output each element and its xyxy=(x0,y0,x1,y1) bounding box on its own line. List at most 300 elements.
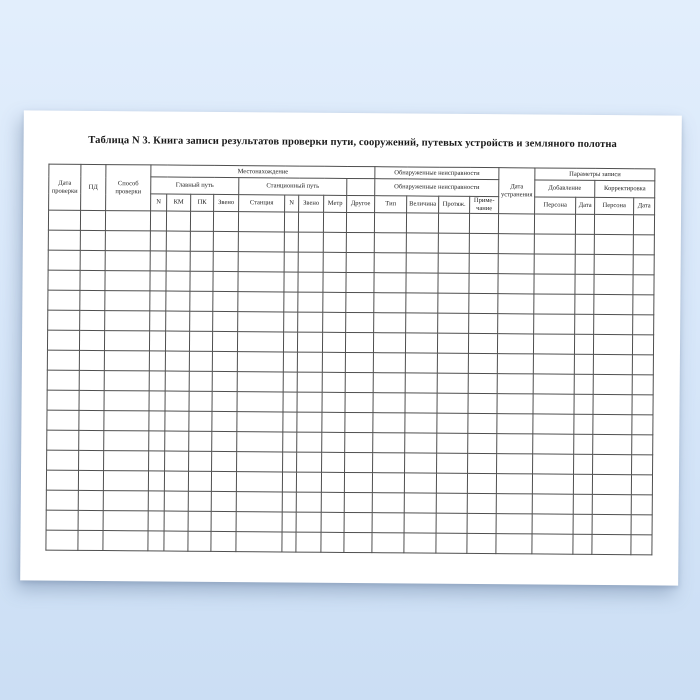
table-cell xyxy=(469,253,498,273)
table-cell xyxy=(150,291,166,311)
table-cell xyxy=(533,354,574,374)
table-cell xyxy=(469,293,498,313)
table-cell xyxy=(344,512,372,532)
table-cell xyxy=(346,312,374,332)
table-cell xyxy=(212,411,237,431)
table-cell xyxy=(345,372,373,392)
table-cell xyxy=(374,273,406,293)
inspection-record-table xyxy=(45,164,655,556)
table-cell xyxy=(497,394,533,414)
table-cell xyxy=(633,315,654,335)
table-cell xyxy=(467,473,496,493)
table-cell xyxy=(149,431,165,451)
table-cell xyxy=(469,273,498,293)
table-cell xyxy=(498,254,534,274)
table-cell xyxy=(344,472,372,492)
table-cell xyxy=(48,270,80,290)
table-cell xyxy=(103,511,148,531)
table-cell xyxy=(345,392,373,412)
table-cell xyxy=(212,451,237,471)
table-cell xyxy=(322,432,345,452)
table-cell xyxy=(47,450,79,470)
table-cell xyxy=(282,512,296,532)
table-cell xyxy=(437,373,468,393)
table-cell xyxy=(574,374,593,394)
table-cell xyxy=(496,494,532,514)
table-cell xyxy=(236,492,282,512)
table-cell xyxy=(80,290,105,310)
table-cell xyxy=(468,373,497,393)
table-cell xyxy=(297,352,322,372)
table-cell xyxy=(213,211,238,231)
table-cell xyxy=(148,471,164,491)
table-cell xyxy=(80,230,105,250)
table-cell xyxy=(573,514,592,534)
table-cell xyxy=(104,331,149,351)
table-cell xyxy=(573,534,592,554)
table-cell xyxy=(298,212,323,232)
table-cell xyxy=(48,290,80,310)
table-cell xyxy=(284,272,298,292)
table-cell xyxy=(632,415,653,435)
table-cell xyxy=(105,251,150,271)
table-cell xyxy=(213,231,238,251)
table-cell xyxy=(104,371,149,391)
table-cell xyxy=(297,452,322,472)
header-cell: ПД xyxy=(81,164,106,210)
table-cell xyxy=(344,492,372,512)
table-cell xyxy=(469,233,498,253)
table-cell xyxy=(150,271,166,291)
table-cell xyxy=(150,251,166,271)
table-cell xyxy=(297,392,322,412)
table-cell xyxy=(436,493,467,513)
table-cell xyxy=(79,330,104,350)
table-cell xyxy=(469,313,498,333)
table-cell xyxy=(467,493,496,513)
table-cell xyxy=(468,453,497,473)
header-cell: Приме-чание xyxy=(470,196,499,213)
table-cell xyxy=(103,471,148,491)
table-cell xyxy=(149,451,165,471)
table-cell xyxy=(373,433,405,453)
table-cell xyxy=(166,231,190,251)
table-cell xyxy=(405,413,437,433)
table-cell xyxy=(534,294,575,314)
table-cell xyxy=(238,312,284,332)
table-cell xyxy=(406,253,438,273)
header-cell: Параметры записи xyxy=(535,168,655,181)
table-cell xyxy=(237,372,283,392)
table-cell xyxy=(46,530,78,550)
table-cell xyxy=(166,311,190,331)
table-cell xyxy=(346,232,374,252)
table-cell xyxy=(188,531,211,551)
table-cell xyxy=(213,311,238,331)
table-cell xyxy=(631,535,652,555)
table-body xyxy=(46,210,655,555)
table-cell xyxy=(149,411,165,431)
table-cell xyxy=(533,414,574,434)
table-cell xyxy=(105,291,150,311)
table-cell xyxy=(468,393,497,413)
table-cell xyxy=(165,451,189,471)
table-cell xyxy=(237,392,283,412)
table-cell xyxy=(372,493,404,513)
header-cell: Обнаруженные неисправности xyxy=(375,167,499,180)
table-cell xyxy=(575,214,594,234)
table-cell xyxy=(283,412,297,432)
table-cell xyxy=(296,512,321,532)
header-cell: Звено xyxy=(299,195,324,212)
table-cell xyxy=(633,275,654,295)
table-cell xyxy=(189,391,212,411)
table-cell xyxy=(166,291,190,311)
header-cell: Дата xyxy=(634,198,655,215)
table-cell xyxy=(374,293,406,313)
table-cell xyxy=(498,294,534,314)
table-cell xyxy=(593,454,632,474)
table-cell xyxy=(283,372,297,392)
table-cell xyxy=(298,312,323,332)
table-cell xyxy=(78,470,103,490)
header-cell: ПК xyxy=(191,194,214,211)
table-cell xyxy=(373,373,405,393)
table-cell xyxy=(404,533,436,553)
table-cell xyxy=(282,532,296,552)
table-cell xyxy=(438,253,469,273)
table-cell xyxy=(534,334,575,354)
table-cell xyxy=(633,255,654,275)
table-cell xyxy=(189,431,212,451)
table-cell xyxy=(237,352,283,372)
table-cell xyxy=(497,454,533,474)
table-cell xyxy=(633,295,654,315)
table-cell xyxy=(575,314,594,334)
table-cell xyxy=(150,211,166,231)
table-cell xyxy=(284,212,298,232)
table-cell xyxy=(164,531,188,551)
table-cell xyxy=(632,435,653,455)
table-cell xyxy=(104,411,149,431)
table-cell xyxy=(149,351,165,371)
table-cell xyxy=(238,292,284,312)
table-cell xyxy=(437,353,468,373)
table-cell xyxy=(374,333,406,353)
table-cell xyxy=(79,370,104,390)
table-cell xyxy=(436,473,467,493)
table-cell xyxy=(498,214,534,234)
table-cell xyxy=(594,254,633,274)
table-cell xyxy=(78,490,103,510)
header-cell: Станционный путь xyxy=(239,178,347,196)
table-cell xyxy=(148,491,164,511)
table-cell xyxy=(104,431,149,451)
table-cell xyxy=(296,472,321,492)
header-cell: Протяж. xyxy=(439,196,470,213)
table-cell xyxy=(190,291,213,311)
table-cell xyxy=(298,272,323,292)
table-cell xyxy=(436,513,467,533)
table-cell xyxy=(575,334,594,354)
table-cell xyxy=(80,270,105,290)
table-cell xyxy=(48,250,80,270)
table-cell xyxy=(593,394,632,414)
table-cell xyxy=(212,391,237,411)
table-cell xyxy=(405,453,437,473)
table-cell xyxy=(165,431,189,451)
table-cell xyxy=(575,254,594,274)
table-cell xyxy=(46,490,78,510)
table-cell xyxy=(48,230,80,250)
table-cell xyxy=(437,413,468,433)
table-cell xyxy=(79,350,104,370)
table-cell xyxy=(374,213,406,233)
table-cell xyxy=(497,374,533,394)
table-cell xyxy=(438,213,469,233)
table-cell xyxy=(236,532,282,552)
table-cell xyxy=(80,250,105,270)
table-cell xyxy=(633,215,654,235)
table-cell xyxy=(592,494,631,514)
document-title: Таблица N 3. Книга записи результатов проверки пути, сооружений, путевых устройств и земляного полотна xyxy=(88,134,617,151)
table-cell xyxy=(632,455,653,475)
table-cell xyxy=(346,212,374,232)
table-cell xyxy=(189,351,212,371)
table-cell xyxy=(105,311,150,331)
table-cell xyxy=(405,393,437,413)
table-cell xyxy=(497,414,533,434)
table-cell xyxy=(190,311,213,331)
table-cell xyxy=(345,352,373,372)
header-cell xyxy=(347,178,375,195)
header-cell: Персона xyxy=(595,197,634,214)
table-container xyxy=(45,164,655,556)
table-cell xyxy=(497,354,533,374)
table-cell xyxy=(373,453,405,473)
table-cell xyxy=(593,414,632,434)
table-cell xyxy=(321,512,344,532)
table-cell xyxy=(372,473,404,493)
header-cell: Добавление xyxy=(535,180,595,197)
table-cell xyxy=(404,473,436,493)
table-cell xyxy=(48,210,80,230)
table-cell xyxy=(373,413,405,433)
header-cell: Способ проверки xyxy=(106,165,151,211)
table-cell xyxy=(406,293,438,313)
table-cell xyxy=(105,231,150,251)
table-cell xyxy=(406,213,438,233)
table-cell xyxy=(345,412,373,432)
header-cell: Дата проверки xyxy=(49,164,81,210)
table-cell xyxy=(79,390,104,410)
table-cell xyxy=(296,532,321,552)
table-cell xyxy=(212,371,237,391)
table-cell xyxy=(346,292,374,312)
table-cell xyxy=(103,531,148,551)
table-cell xyxy=(150,311,166,331)
table-cell xyxy=(632,375,653,395)
table-cell xyxy=(282,492,296,512)
table-cell xyxy=(592,514,631,534)
table-cell xyxy=(148,531,164,551)
table-cell xyxy=(592,534,631,554)
table-cell xyxy=(498,234,534,254)
header-cell: Звено xyxy=(214,194,239,211)
table-cell xyxy=(345,432,373,452)
table-cell xyxy=(346,272,374,292)
table-cell xyxy=(574,434,593,454)
table-cell xyxy=(237,412,283,432)
table-cell xyxy=(47,430,79,450)
table-cell xyxy=(405,353,437,373)
table-cell xyxy=(46,510,78,530)
table-cell xyxy=(212,331,237,351)
table-cell xyxy=(104,351,149,371)
table-cell xyxy=(283,452,297,472)
table-cell xyxy=(594,274,633,294)
table-cell xyxy=(437,393,468,413)
header-cell: Обнаруженные неисправности xyxy=(375,179,499,197)
table-cell xyxy=(374,253,406,273)
table-cell xyxy=(373,353,405,373)
table-cell xyxy=(574,414,593,434)
table-cell xyxy=(496,514,532,534)
table-cell xyxy=(105,211,150,231)
table-cell xyxy=(282,472,296,492)
table-cell xyxy=(594,334,633,354)
table-cell xyxy=(48,310,80,330)
table-cell xyxy=(633,335,654,355)
table-cell xyxy=(165,391,189,411)
table-cell xyxy=(534,234,575,254)
table-cell xyxy=(467,533,496,553)
table-cell xyxy=(496,534,532,554)
header-cell: N xyxy=(285,195,299,212)
table-cell xyxy=(404,513,436,533)
table-cell xyxy=(189,331,212,351)
header-cell: N xyxy=(151,194,167,211)
table-cell xyxy=(575,274,594,294)
table-cell xyxy=(166,211,190,231)
table-cell xyxy=(322,392,345,412)
table-cell xyxy=(322,352,345,372)
table-cell xyxy=(297,372,322,392)
table-cell xyxy=(236,512,282,532)
table-cell xyxy=(211,471,236,491)
paper-sheet xyxy=(20,110,682,585)
table-cell xyxy=(46,470,78,490)
table-cell xyxy=(323,272,346,292)
header-cell: Местонахождение xyxy=(151,165,375,179)
table-row xyxy=(46,530,652,555)
table-cell xyxy=(575,234,594,254)
table-cell xyxy=(469,213,498,233)
table-cell xyxy=(105,271,150,291)
table-cell xyxy=(238,272,284,292)
table-cell xyxy=(323,212,346,232)
table-cell xyxy=(406,233,438,253)
table-cell xyxy=(534,314,575,334)
table-cell xyxy=(212,351,237,371)
table-cell xyxy=(322,332,345,352)
table-cell xyxy=(322,412,345,432)
table-cell xyxy=(372,533,404,553)
table-cell xyxy=(323,252,346,272)
table-cell xyxy=(374,233,406,253)
header-cell: Дата устранения xyxy=(499,168,535,214)
table-cell xyxy=(47,410,79,430)
table-cell xyxy=(532,534,573,554)
table-cell xyxy=(79,410,104,430)
table-cell xyxy=(405,433,437,453)
table-cell xyxy=(632,395,653,415)
table-cell xyxy=(573,494,592,514)
table-cell xyxy=(284,292,298,312)
table-cell xyxy=(323,292,346,312)
table-cell xyxy=(323,312,346,332)
table-cell xyxy=(79,430,104,450)
table-cell xyxy=(321,492,344,512)
table-cell xyxy=(631,515,652,535)
table-cell xyxy=(373,393,405,413)
table-cell xyxy=(404,493,436,513)
header-cell: Дата xyxy=(576,197,595,214)
table-cell xyxy=(496,474,532,494)
table-cell xyxy=(283,432,297,452)
table-cell xyxy=(103,491,148,511)
header-cell: Персона xyxy=(535,197,576,214)
table-cell xyxy=(372,513,404,533)
table-cell xyxy=(78,530,103,550)
table-cell xyxy=(188,471,211,491)
table-cell xyxy=(238,212,284,232)
table-cell xyxy=(150,231,166,251)
table-cell xyxy=(574,394,593,414)
header-cell: КМ xyxy=(167,194,191,211)
table-cell xyxy=(323,232,346,252)
table-cell xyxy=(574,454,593,474)
header-cell: Главный путь xyxy=(151,177,239,195)
table-cell xyxy=(593,374,632,394)
table-cell xyxy=(406,333,438,353)
table-cell xyxy=(594,294,633,314)
table-cell xyxy=(80,310,105,330)
table-cell xyxy=(164,511,188,531)
table-cell xyxy=(468,353,497,373)
table-cell xyxy=(189,371,212,391)
table-cell xyxy=(149,371,165,391)
table-cell xyxy=(298,232,323,252)
table-cell xyxy=(165,371,189,391)
table-cell xyxy=(497,434,533,454)
table-cell xyxy=(189,451,212,471)
table-cell xyxy=(594,314,633,334)
table-cell xyxy=(166,271,190,291)
header-cell: Тип xyxy=(375,196,407,213)
table-cell xyxy=(190,231,213,251)
table-cell xyxy=(534,274,575,294)
table-cell xyxy=(575,294,594,314)
table-cell xyxy=(47,330,79,350)
table-cell xyxy=(297,412,322,432)
table-cell xyxy=(80,210,105,230)
table-cell xyxy=(297,432,322,452)
table-cell xyxy=(438,233,469,253)
table-cell xyxy=(533,434,574,454)
table-cell xyxy=(406,273,438,293)
table-cell xyxy=(469,333,498,353)
